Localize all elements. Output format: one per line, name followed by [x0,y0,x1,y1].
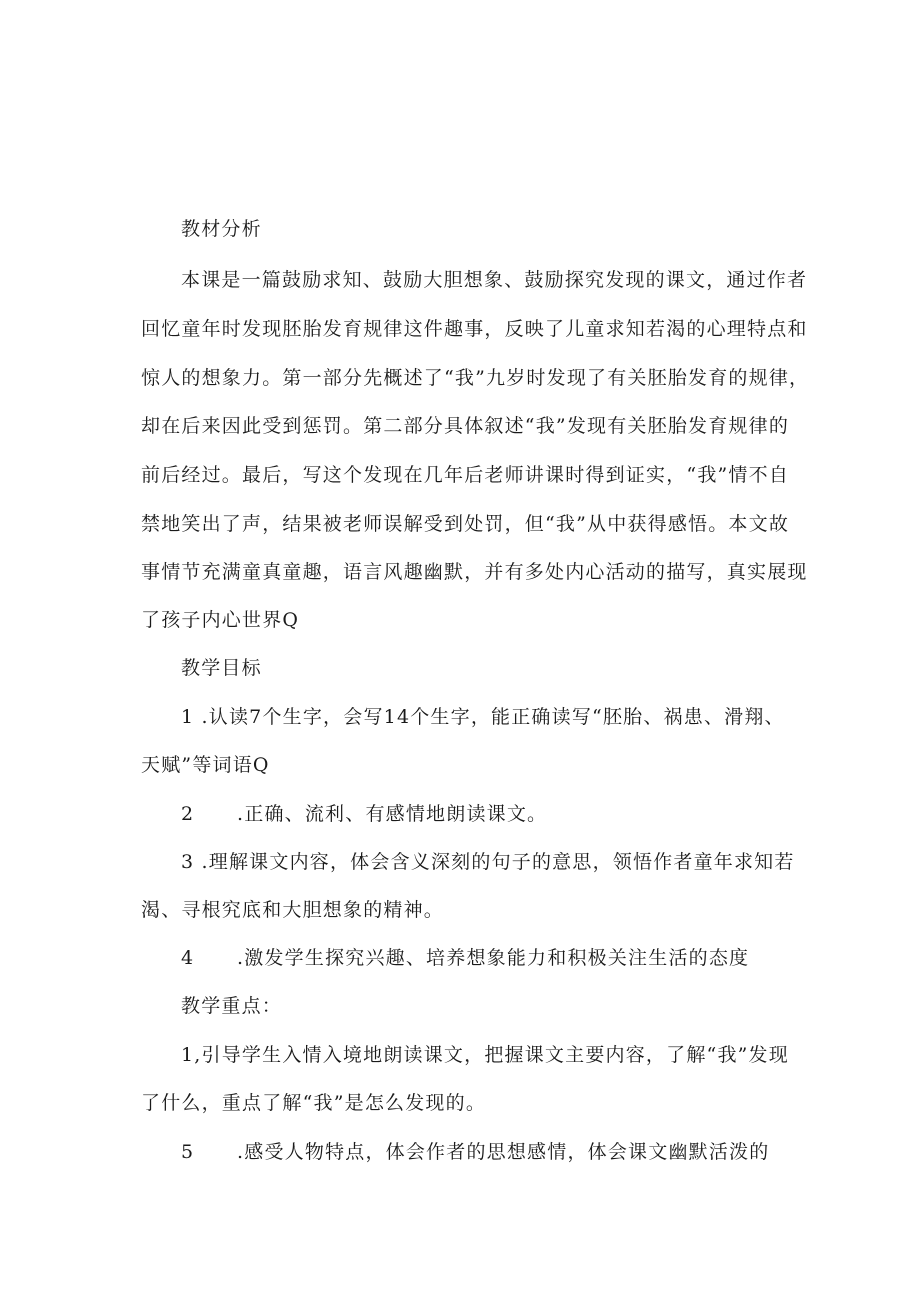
key-point-1-continued: 了什么，重点了解“我”是怎么发现的。 [141,1092,487,1114]
key-points-heading: 教学重点： [181,995,283,1017]
analysis-paragraph-line: 回忆童年时发现胚胎发育规律这件趣事，反映了儿童求知若渴的心理特点和 [141,318,808,340]
goal-item-4-text: .激发学生探究兴趣、培养想象能力和积极关注生活的态度 [237,947,750,969]
analysis-paragraph-line: 事情节充满童真童趣，语言风趣幽默，并有多处内心活动的描写，真实展现 [141,561,808,583]
analysis-paragraph-line: 了孩子内心世界Q [141,609,300,631]
goal-item-2 [181,802,547,826]
goal-item-4 [181,946,749,970]
goal-item-2-text: .正确、流利、有感情地朗读课文。 [237,803,548,825]
analysis-paragraph-line: 禁地笑出了声，结果被老师误解受到处罚，但“我”从中获得感悟。本文故 [141,513,790,535]
goal-item-4-number: 4 [181,947,195,969]
goal-item-1-continued: 天赋”等词语Q [141,754,270,776]
goal-item-1: 1 .认读7个生字，会写14个生字，能正确读写“胚胎、祸患、滑翔、 [181,706,785,728]
goal-item-3-continued: 渴、寻根究底和大胆想象的精神。 [141,899,445,921]
key-point-5-text: .感受人物特点，体会作者的思想感情，体会课文幽默活泼的 [237,1141,770,1163]
goals-heading: 教学目标 [181,657,262,679]
goal-item-3: 3 .理解课文内容，体会含义深刻的句子的意思，领悟作者童年求知若 [181,851,795,873]
analysis-paragraph-line: 前后经过。最后，写这个发现在几年后老师讲课时得到证实，“我”情不自 [141,464,790,486]
analysis-paragraph-line: 惊人的想象力。第一部分先概述了“我”九岁时发现了有关胚胎发育的规律， [141,367,810,389]
analysis-heading: 教材分析 [181,218,262,240]
analysis-paragraph-line: 却在后来因此受到惩罚。第二部分具体叙述“我”发现有关胚胎发育规律的 [141,415,790,437]
goal-item-2-number: 2 [181,803,195,825]
key-point-1: 1,引导学生入情入境地朗读课文，把握课文主要内容，了解“我”发现 [181,1044,789,1066]
key-point-5-number: 5 [181,1141,195,1163]
key-point-5 [181,1140,769,1164]
analysis-paragraph-line: 本课是一篇鼓励求知、鼓励大胆想象、鼓励探究发现的课文，通过作者 [181,269,808,291]
